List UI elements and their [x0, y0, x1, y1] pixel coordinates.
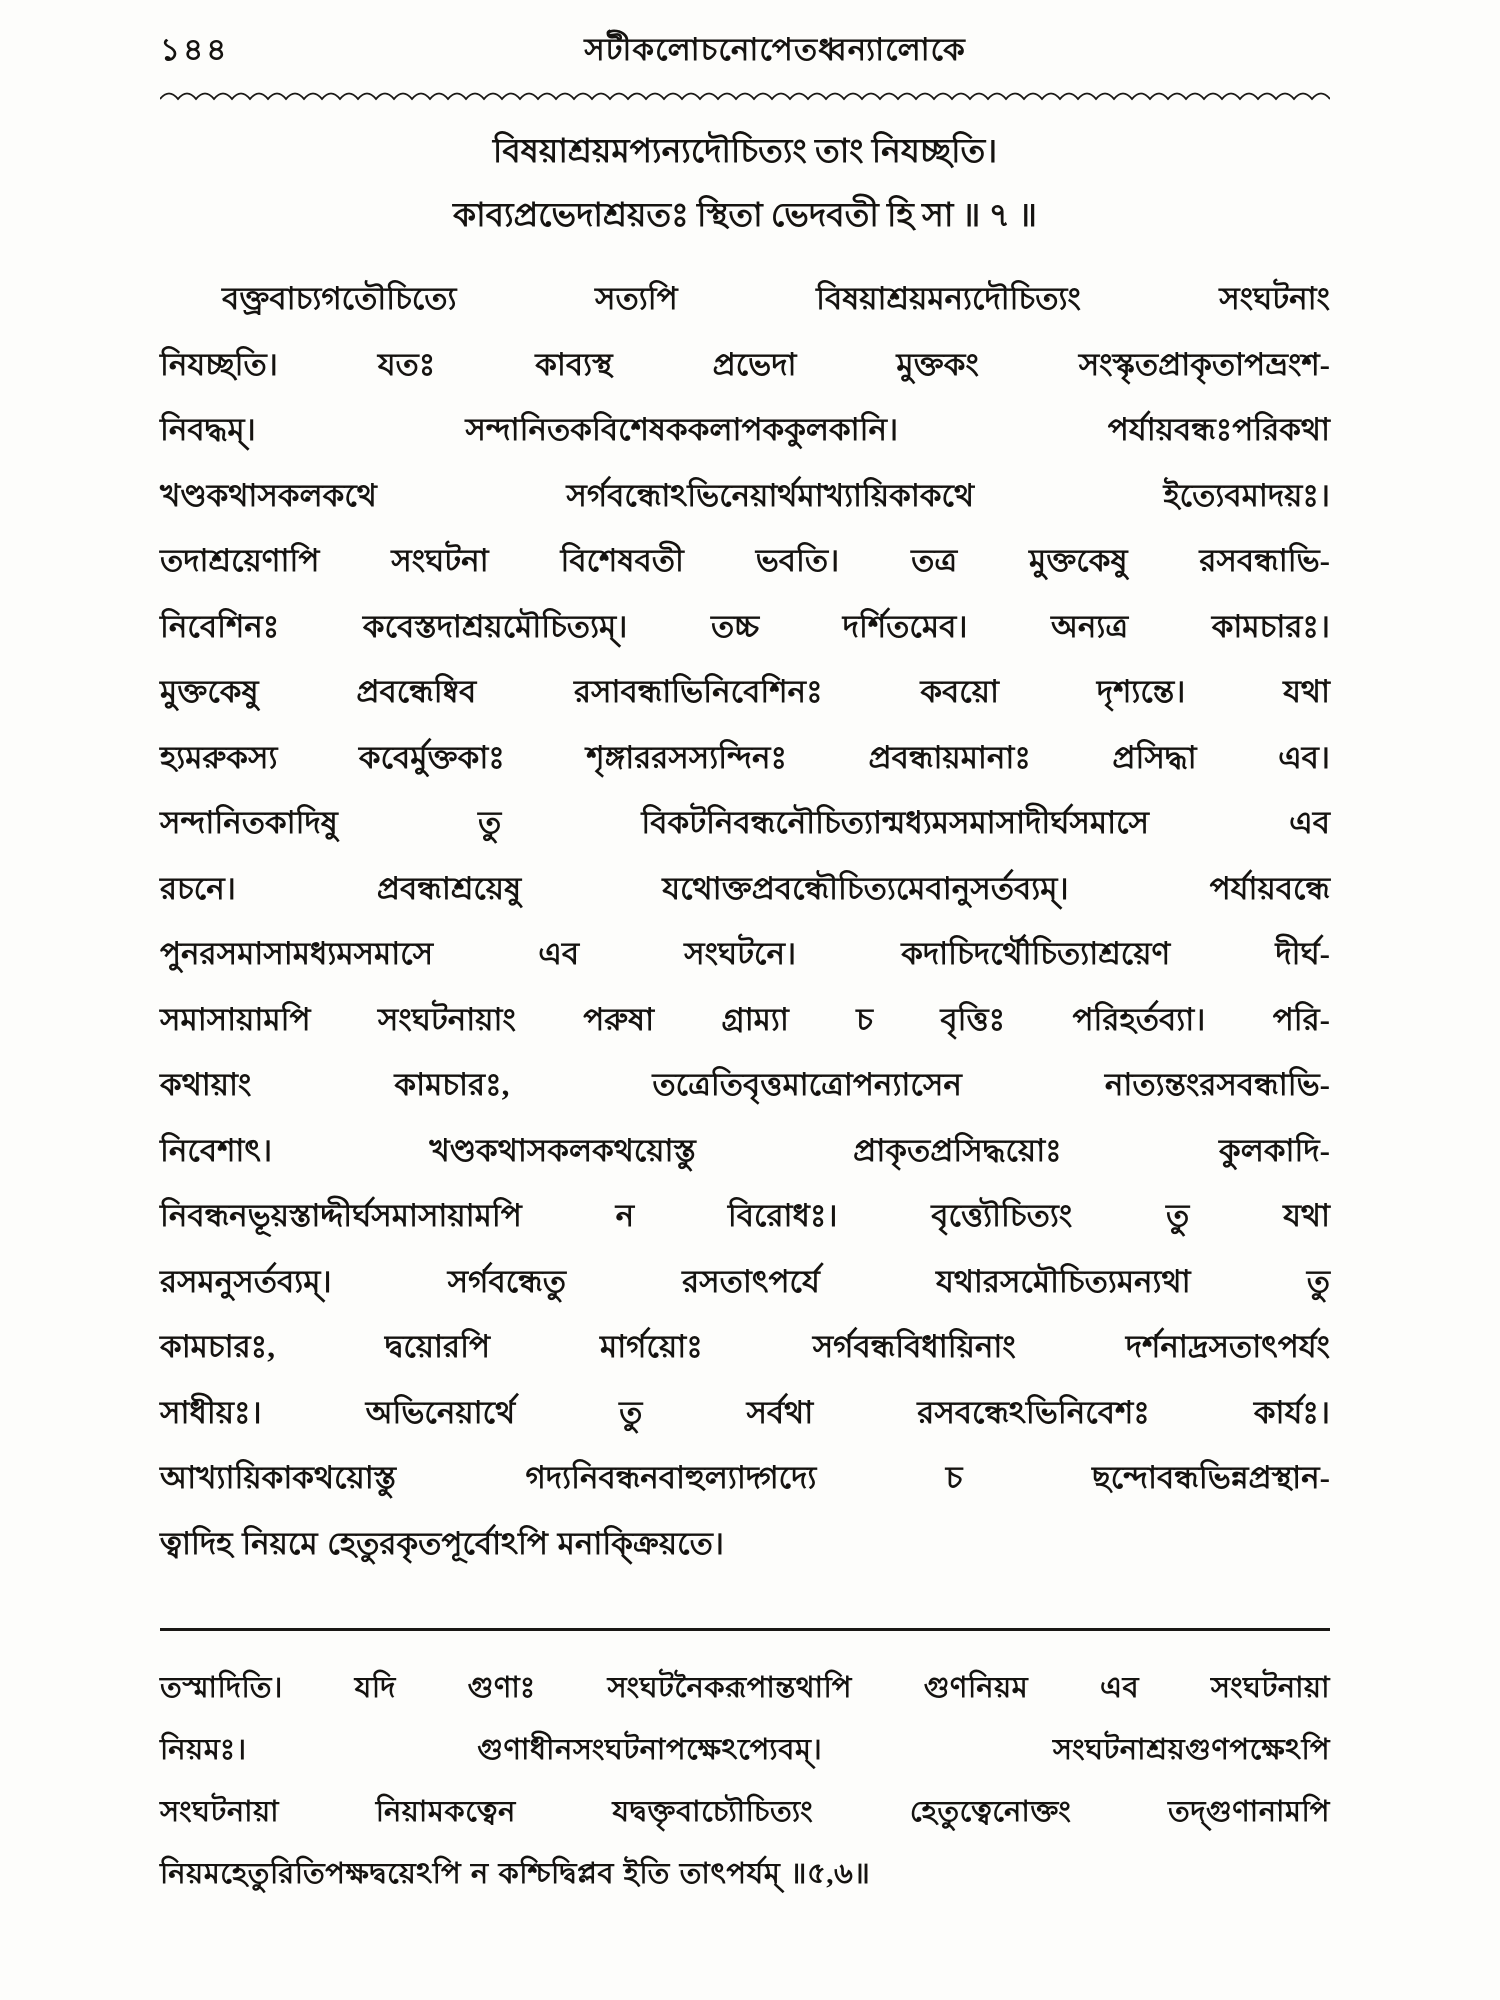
body-text-line: সন্দানিতকাদিষু তু বিকটনিবন্ধনৌচিত্যান্মধ্যমসমাসাদীর্ঘসমাসে এব — [160, 805, 1330, 840]
body-text-line: পুনরসমাসামধ্যমসমাসে এব সংঘটনে। কদাচিদর্থৌচিত্যাশ্রয়েণ দীর্ঘ- — [160, 936, 1330, 971]
page-content — [160, 26, 1330, 1905]
body-text-line: খণ্ডকথাসকলকথে সর্গবন্ধোঽভিনেয়ার্থমাখ্যায়িকাকথে ইত্যেবমাদয়ঃ। — [160, 477, 1330, 513]
running-title: সটীকলোচনোপেতধ্বন্যালোকে — [584, 32, 966, 67]
wavy-divider — [160, 88, 1330, 106]
body-text-line: আখ্যায়িকাকথয়োস্তু গদ্যনিবন্ধনবাহুল্যাদ্গদ্যে চ ছন্দোবন্ধভিন্নপ্রস্থান- — [160, 1460, 1330, 1495]
footnote-text — [160, 1657, 1330, 1905]
verse-line: বিষয়াশ্রয়মপ্যন্যদৌচিত্যং তাং নিযচ্ছতি। — [492, 134, 998, 170]
body-text-line: সাধীয়ঃ। অভিনেয়ার্থে তু সর্বথা রসবন্ধেঽভিনিবেশঃ কার্যঃ। — [160, 1394, 1330, 1430]
body-text-line: কামচারঃ, দ্বয়োরপি মার্গয়োঃ সর্গবন্ধবিধায়িনাং দর্শনাদ্রসতাৎপর্যং — [160, 1329, 1330, 1364]
body-text-line: বক্ত্রবাচ্যগতৌচিত্যে সত্যপি বিষয়াশ্রয়মন্যদৌচিত্যং সংঘটনাং — [222, 281, 1330, 316]
verse-block — [160, 120, 1330, 248]
footnote-text-line: নিয়মহেতুরিতিপক্ষদ্বয়েঽপি ন কশ্চিদ্বিপ্লব ইতি তাৎপর্যম্ ॥৫,৬॥ — [160, 1858, 871, 1890]
footnote-text-line: তস্মাদিতি। যদি গুণাঃ সংঘটনৈকরূপান্তথাপি গুণনিয়ম এব সংঘটনায়া — [160, 1672, 1330, 1704]
body-text-line: রচনে। প্রবন্ধাশ্রয়েষু যথোক্তপ্রবন্ধৌচিত্যমেবানুসর্তব্যম্। পর্যায়বন্ধে — [160, 870, 1330, 906]
verse-line: কাব্যপ্রভেদাশ্রয়তঃ স্থিতা ভেদবতী হি সা ॥ ৭ ॥ — [453, 198, 1037, 234]
body-text-line: নিবন্ধনভূয়স্তাদ্দীর্ঘসমাসায়ামপি ন বিরোধঃ। বৃত্ত্যৌচিত্যং তু যথা — [160, 1198, 1330, 1233]
body-text-line: কথায়াং কামচারঃ, তত্রেতিবৃত্তমাত্রোপন্যাসেন নাত্যন্তংরসবন্ধাভি- — [160, 1067, 1330, 1102]
footnote-text-line: নিয়মঃ। গুণাধীনসংঘটনাপক্ষেঽপ্যেবম্। সংঘটনাশ্রয়গুণপক্ষেঽপি — [160, 1734, 1330, 1766]
body-text-line: ত্বাদিহ নিয়মে হেতুরকৃতপূর্বোঽপি মনাক্ক্রিয়তে। — [160, 1525, 724, 1561]
body-text-line: তদাশ্রয়েণাপি সংঘটনা বিশেষবতী ভবতি। তত্র মুক্তকেষু রসবন্ধাভি- — [160, 543, 1330, 578]
footnote-text-line: সংঘটনায়া নিয়ামকত্বেন যদ্বক্তৃবাচ্যৌচিত্যং হেতুত্বেনোক্তং তদ্গুণানামপি — [160, 1796, 1330, 1828]
body-text-line: নিবেশিনঃ কবেস্তদাশ্রয়মৌচিত্যম্। তচ্চ দর্শিতমেব। অন্যত্র কামচারঃ। — [160, 608, 1330, 644]
body-text-line: নিবেশাৎ। খণ্ডকথাসকলকথয়োস্তু প্রাকৃতপ্রসিদ্ধয়োঃ কুলকাদি- — [160, 1132, 1330, 1168]
body-text-line: রসমনুসর্তব্যম্। সর্গবন্ধেতু রসতাৎপর্যে যথারসমৌচিত্যমন্যথা তু — [160, 1263, 1330, 1299]
body-text-line: নিযচ্ছতি। যতঃ কাব্যস্থ প্রভেদা মুক্তকং সংস্কৃতপ্রাকৃতাপভ্রংশ- — [160, 346, 1330, 382]
body-text — [160, 266, 1330, 1576]
body-text-line: সমাসায়ামপি সংঘটনায়াং পরুষা গ্রাম্যা চ বৃত্তিঃ পরিহর্তব্যা। পরি- — [160, 1001, 1330, 1037]
footnote-divider — [160, 1628, 1330, 1631]
body-text-line: নিবদ্ধম্। সন্দানিতকবিশেষককলাপককুলকানি। পর্যায়বন্ধঃপরিকথা — [160, 412, 1330, 447]
page-header — [160, 26, 1330, 78]
body-text-line: হ্যমরুকস্য কবের্মুক্তকাঃ শৃঙ্গাররসস্যন্দিনঃ প্রবন্ধায়মানাঃ প্রসিদ্ধা এব। — [160, 739, 1330, 775]
page-number: ১৪৪ — [160, 32, 230, 67]
body-text-line: মুক্তকেষু প্রবন্ধেষ্বিব রসাবন্ধাভিনিবেশিনঃ কবয়ো দৃশ্যন্তে। যথা — [160, 674, 1330, 709]
